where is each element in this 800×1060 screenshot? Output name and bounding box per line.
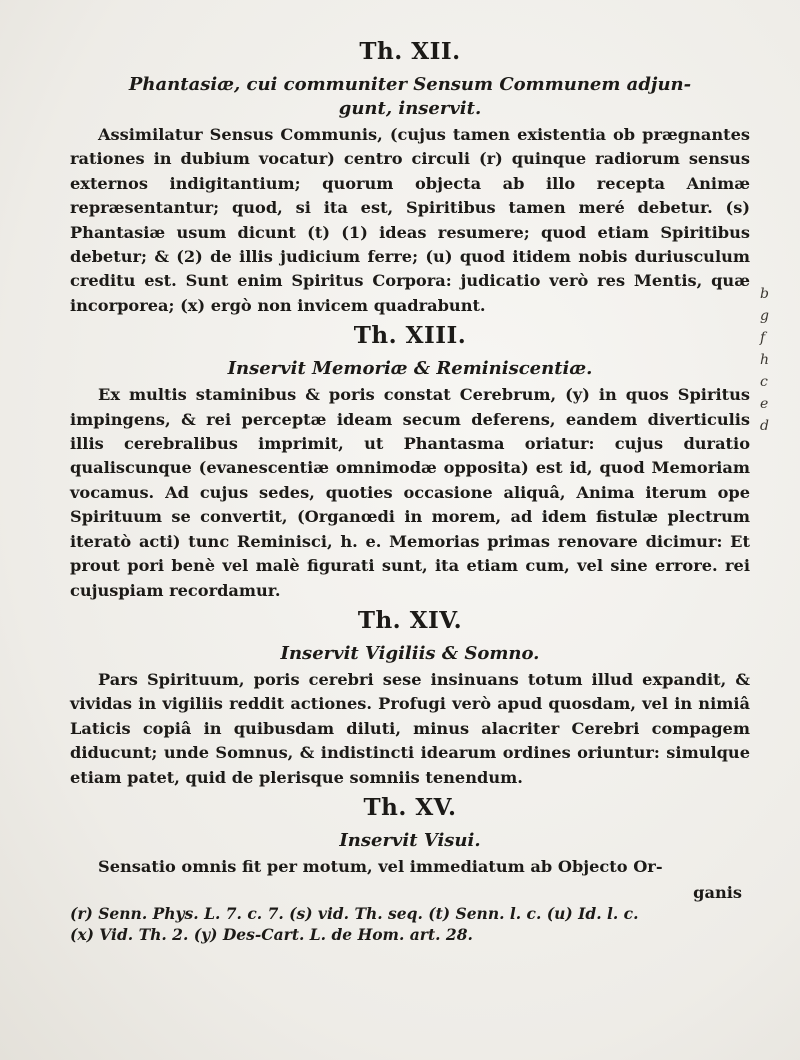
margin-annotations [760,283,782,437]
section-heading-12: Th. XII. [359,38,461,65]
text-block [70,38,750,945]
section-heading-13: Th. XIII. [353,322,467,350]
section-subheading-15: Inservit Visui. [339,829,481,851]
margin-mark: f [760,330,766,346]
margin-mark: e [760,396,769,412]
section-body-15: Sensatio omnis fit per motum, vel immediatum ab Objecto Or- [98,856,663,876]
section-body-14: Pars Spirituum, poris cerebri sese insinuans totum illud expandit, & vividas in vigiliis reddit actiones. Profugi verò apud quosdam, vel in nimiâ Laticis copiâ in quibusdam diluti, minus alacriter Cerebri compagem diducunt; unde Somnus, & indistincti idearum ordines oriuntur: simulque etiam patet, quid de plerisque somniis tenendum. [70,669,750,787]
section-body-12: Assimilatur Sensus Communis, (cujus tamen existentia ob prægnantes rationes in dubium vocatur) centro circuli (r) quinque radiorum sensus externos indigitantium; quorum objecta ab illo recepta Animæ repræsentantur; quod, si ita est, Spiritibus tamen meré debetur. (s) Phantasiæ usum dicunt (t) (1) ideas resumere; quod etiam Spiritibus debetur; & (2) de illis judicium ferre; (u) quod itidem nobis duriusculum creditu est. Sunt enim Spiritus Corpora: judicatio verò res Mentis, quæ incorporea; (x) ergò non invicem quadrabunt. [70,125,750,315]
section-subheading-14: Inservit Vigiliis & Somno. [280,642,540,664]
margin-mark: d [760,418,769,434]
section-subheading-12: Phantasiæ, cui communiter Sensum Communem adjun- gunt, inservit. [128,74,692,119]
catchword: ganis [693,883,742,903]
footnotes [70,903,750,945]
section-heading-15: Th. XV. [363,793,457,821]
margin-mark: g [760,308,769,324]
section-subheading-13: Inservit Memoriæ & Reminiscentiæ. [227,358,593,380]
margin-mark: c [760,374,768,390]
footnote-line: (x) Vid. Th. 2. (y) Des-Cart. L. de Hom. art. 28. [70,925,473,945]
margin-mark: h [760,352,770,368]
footnote-line: (r) Senn. Phys. L. 7. c. 7. (s) vid. Th. seq. (t) Senn. l. c. (u) Id. l. c. [70,904,639,924]
section-heading-14: Th. XIV. [357,606,463,634]
section-body-13: Ex multis staminibus & poris constat Cerebrum, (y) in quos Spiritus impingens, & rei perceptæ ideam secum deferens, eandem diverticulis illis cerebralibus imprimit, ut Phantasma oriatur: cujus duratio qualiscunque (evanescentiæ omnimodæ opposita) est id, quod Memoriam vocamus. Ad cujus sedes, quoties occasione aliquâ, Anima iterum ope Spirituum se convertit, (Organœdi in morem, ad idem fistulæ plectrum iteratò acti) tunc Reminisci, h. e. Memorias primas renovare dicimur: Et prout pori benè vel malè figurati sunt, ita etiam cum, vel sine errore. rei cujuspiam recordamur. [70,385,750,600]
margin-mark: b [760,286,769,302]
